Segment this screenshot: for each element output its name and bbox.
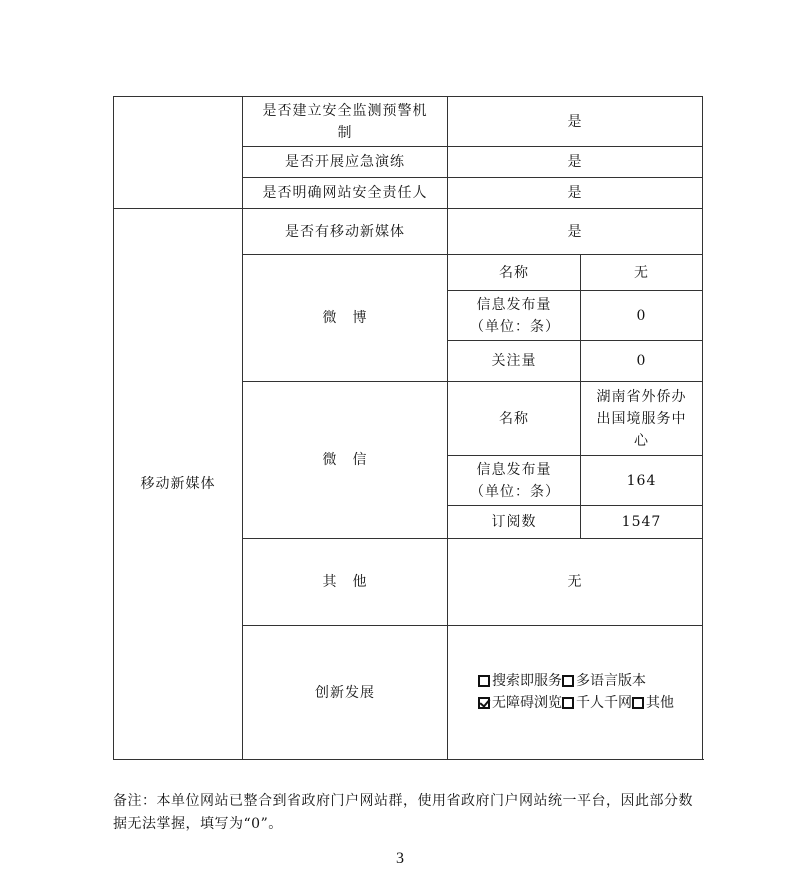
weibo-followers-label: 关注量 bbox=[448, 341, 581, 382]
wechat-subscribers-label: 订阅数 bbox=[448, 506, 581, 539]
has-media-value: 是 bbox=[448, 209, 703, 255]
weibo-name-value: 无 bbox=[581, 255, 703, 291]
wechat-subscribers-value: 1547 bbox=[581, 506, 703, 539]
wechat-posts-label: 信息发布量（单位：条） bbox=[448, 456, 581, 506]
report-table bbox=[113, 96, 703, 760]
warning-label: 是否建立安全监测预警机制 bbox=[243, 97, 448, 147]
weibo-posts-label: 信息发布量（单位：条） bbox=[448, 291, 581, 341]
option-multilingual[interactable]: 多语言版本 bbox=[562, 670, 646, 692]
other-value: 无 bbox=[448, 539, 703, 626]
option-accessibility[interactable]: 无障碍浏览 bbox=[478, 692, 562, 714]
wechat-name-label: 名称 bbox=[448, 382, 581, 456]
checkbox-checked-icon[interactable] bbox=[478, 697, 490, 709]
option-search-service[interactable]: 搜索即服务 bbox=[478, 670, 562, 692]
page-number: 3 bbox=[396, 850, 404, 867]
drill-value: 是 bbox=[448, 147, 703, 178]
warning-value: 是 bbox=[448, 97, 703, 147]
innovation-options bbox=[448, 626, 703, 760]
weibo-posts-value: 0 bbox=[581, 291, 703, 341]
footnote: 备注：本单位网站已整合到省政府门户网站群，使用省政府门户网站统一平台，因此部分数据无法掌握，填写为“0”。 bbox=[113, 793, 693, 832]
has-media-label: 是否有移动新媒体 bbox=[243, 209, 448, 255]
other-label: 其 他 bbox=[243, 539, 448, 626]
wechat-posts-value: 164 bbox=[581, 456, 703, 506]
innovation-label: 创新发展 bbox=[243, 626, 448, 760]
checkbox-icon[interactable] bbox=[562, 697, 574, 709]
option-personalized[interactable]: 千人千网 bbox=[562, 692, 632, 714]
wechat-name-value: 湖南省外侨办出国境服务中心 bbox=[581, 382, 703, 456]
weibo-name-label: 名称 bbox=[448, 255, 581, 291]
media-section-label: 移动新媒体 bbox=[114, 209, 243, 760]
wechat-label: 微 信 bbox=[243, 382, 448, 539]
checkbox-icon[interactable] bbox=[478, 675, 490, 687]
owner-value: 是 bbox=[448, 178, 703, 209]
checkbox-icon[interactable] bbox=[632, 697, 644, 709]
drill-label: 是否开展应急演练 bbox=[243, 147, 448, 178]
option-other[interactable]: 其他 bbox=[632, 692, 674, 714]
weibo-label: 微 博 bbox=[243, 255, 448, 382]
owner-label: 是否明确网站安全责任人 bbox=[243, 178, 448, 209]
weibo-followers-value: 0 bbox=[581, 341, 703, 382]
checkbox-icon[interactable] bbox=[562, 675, 574, 687]
security-section-cell bbox=[114, 97, 243, 209]
